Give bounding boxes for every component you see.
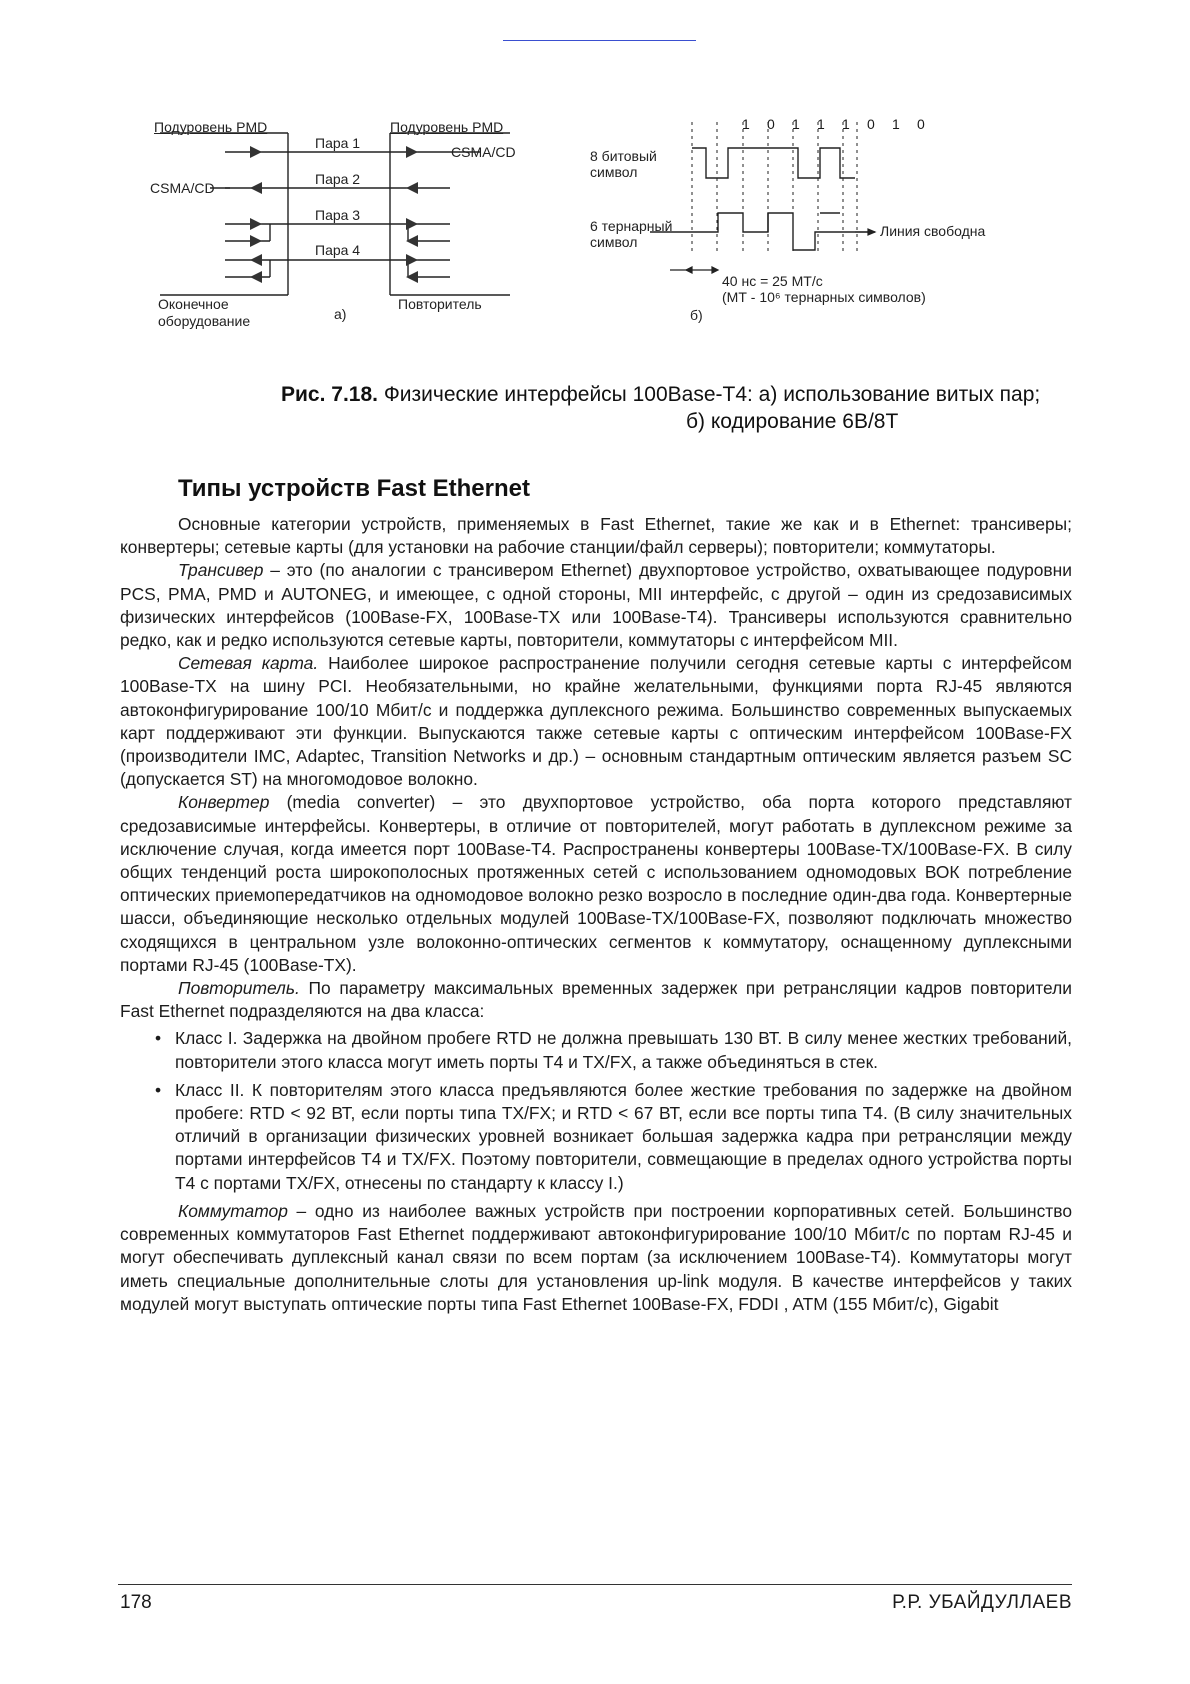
figure (150, 110, 1080, 360)
bit-7: 0 (917, 116, 925, 132)
paragraph-network-card (120, 652, 1072, 791)
paragraph-intro: Основные категории устройств, применяемых в Fast Ethernet, такие же как и в Ethernet: трансиверы; конвертеры; сетевые карты (для установки на рабочие станции/файл серверы); повторители; коммутаторы. (120, 514, 1072, 558)
section-title: Типы устройств Fast Ethernet (178, 475, 530, 502)
page-number: 178 (120, 1592, 152, 1613)
symbol8-label-2: символ (590, 164, 638, 180)
idle-line-label: Линия свободна (880, 223, 986, 239)
bit-4: 1 (842, 116, 850, 132)
body-text (120, 513, 1072, 1316)
term-switch: Коммутатор (178, 1200, 288, 1221)
pmd-label-left: Подуровень PMD (154, 119, 268, 135)
top-rule (503, 40, 696, 41)
bit-2: 1 (792, 116, 800, 132)
symbol6-label: 6 тернарный (590, 218, 673, 234)
paragraph-transceiver-text: – это (по аналогии с трансивером Ethernet) двухпортовое устройство, охватывающее подуровни PCS, PMA, PMD и AUTONEG, и имеющее, с одной стороны, MII интерфейс, с другой – один из средозависимых физических интерфейсов (100Base-FX, 100Base-TX или 100Base-T4). Трансиверы используются сравнительно редко, как и редко используются сетевые карты, повторители, коммутаторы с интерфейсом MII. (120, 560, 1072, 651)
paragraph-switch (120, 1200, 1072, 1316)
list-item-class-2: • Класс II. К повторителям этого класса предъявляются более жесткие требования по задержке на двойном пробеге: RTD < 92 ВТ, если порты типа TX/FX; и RTD < 67 ВТ, если все порты типа T4. (В силу значительных отличий в организации физических уровней возникает большая задержка кадра при ретрансляции между портами интерфейсов T4 и TX/FX. Поэтому повторители, совмещающие в пределах одного устройства порты T4 с портами TX/FX, отнесены по стандарту к классу I.) (120, 1079, 1072, 1195)
terminal-label-2: оборудование (158, 313, 251, 329)
pmd-label-right: Подуровень PMD (390, 119, 504, 135)
subfigure-a-label: а) (334, 306, 347, 322)
repeater-class-list (120, 1027, 1072, 1194)
repeater-label: Повторитель (398, 296, 482, 312)
paragraph-converter (120, 791, 1072, 977)
timing-note-label: (МТ - 10⁶ тернарных символов) (722, 289, 926, 305)
figure-caption (281, 381, 1041, 435)
paragraph-switch-text: – одно из наиболее важных устройств при построении корпоративных сетей. Большинство современных коммутаторов Fast Ethernet поддерживают автоконфигурирование 100/10 Мбит/с по портам RJ-45 и могут обеспечивать дуплексный канал связи по всем портам (за исключением 100Base-T4). Коммутаторы могут иметь специальные дополнительные слоты для установления up-link модуля. В качестве интерфейсов у таких модулей могут выступать оптические порты типа Fast Ethernet 100Base-FX, FDDI , ATM (155 Мбит/с), Gigabit (120, 1200, 1072, 1314)
pair-3-label: Пара 3 (315, 207, 361, 223)
csma-left-label: CSMA/CD (150, 180, 215, 196)
paragraph-converter-text: (media converter) – это двухпортовое устройство, оба порта которого представляют средозависимые интерфейсы. Конвертеры, в отличие от повторителей, могут работать в дуплексном режиме за исключение случая, когда имеется порт 100Base-T4. Распространены конвертеры 100Base-TX/100Base-FX. В силу общих тенденций роста широкополосных протяженных сетей с использованием одномодовых ВОК потребление оптических приемопередатчиков на одномодовое волокно резко возросло в последние один-два года. Конвертерные шасси, объединяющие несколько отдельных модулей 100Base-TX/100Base-FX, позволяют подключать множество сходящихся в центральном узле волоконно-оптических сегментов к коммутатору, оснащенному дуплексными портами RJ-45 (100Base-TX). (120, 792, 1072, 975)
author-name: Р.Р. УБАЙДУЛЛАЕВ (892, 1592, 1072, 1613)
caption-text-line1: Физические интерфейсы 100Base-T4: а) использование витых пар; (377, 383, 1041, 406)
pair-4-label: Пара 4 (315, 242, 361, 258)
bit-5: 0 (867, 116, 875, 132)
csma-right-label: CSMA/CD (451, 144, 516, 160)
pair-1-label: Пара 1 (315, 135, 361, 151)
term-network-card: Сетевая карта. (178, 653, 319, 674)
paragraph-network-card-text: Наиболее широкое распространение получили сегодня сетевые карты с интерфейсом 100Base-TX на шину PCI. Необязательными, но крайне желательными, функциями порта RJ-45 являются автоконфигурирование 100/10 Мбит/с и поддержка дуплексного режима. Большинство современных выпускаемых карт поддерживают эти функции. Выпускаются также сетевые карты с оптическим интерфейсом 100Base-FX (производители IMC, Adaptec, Transition Networks и др.) – основным стандартным оптическим является разъем SC (допускается ST) на многомодовое волокно. (120, 653, 1072, 790)
footer-rule (118, 1584, 1072, 1585)
paragraph-transceiver (120, 559, 1072, 652)
bit-6: 1 (892, 116, 900, 132)
caption-text-line2: б) кодирование 6В/8Т (686, 410, 899, 433)
term-converter: Конвертер (178, 792, 270, 813)
pair-2-label: Пара 2 (315, 171, 361, 187)
bit-1: 0 (767, 116, 775, 132)
subfigure-b-label: б) (690, 307, 703, 323)
term-repeater: Повторитель. (178, 978, 300, 999)
paragraph-repeater-text: По параметру максимальных временных задержек при ретрансляции кадров повторители Fast Ethernet подразделяются на два класса: (120, 978, 1072, 1022)
bit-3: 1 (817, 116, 825, 132)
bit-0: 1 (742, 116, 750, 132)
timing-label: 40 нс = 25 МТ/с (722, 273, 823, 289)
paragraph-repeater (120, 977, 1072, 1023)
term-transceiver: Трансивер (178, 560, 264, 581)
symbol8-label: 8 битовый (590, 148, 657, 164)
list-item-class-1: • Класс I. Задержка на двойном пробеге RTD не должна превышать 130 ВТ. В силу менее жестких требований, повторители этого класса могут иметь порты T4 и TX/FX, а также объединяться в стек. (120, 1027, 1072, 1073)
symbol6-label-2: символ (590, 234, 638, 250)
terminal-label: Оконечное (158, 296, 229, 312)
caption-number: Рис. 7.18. (281, 383, 378, 406)
